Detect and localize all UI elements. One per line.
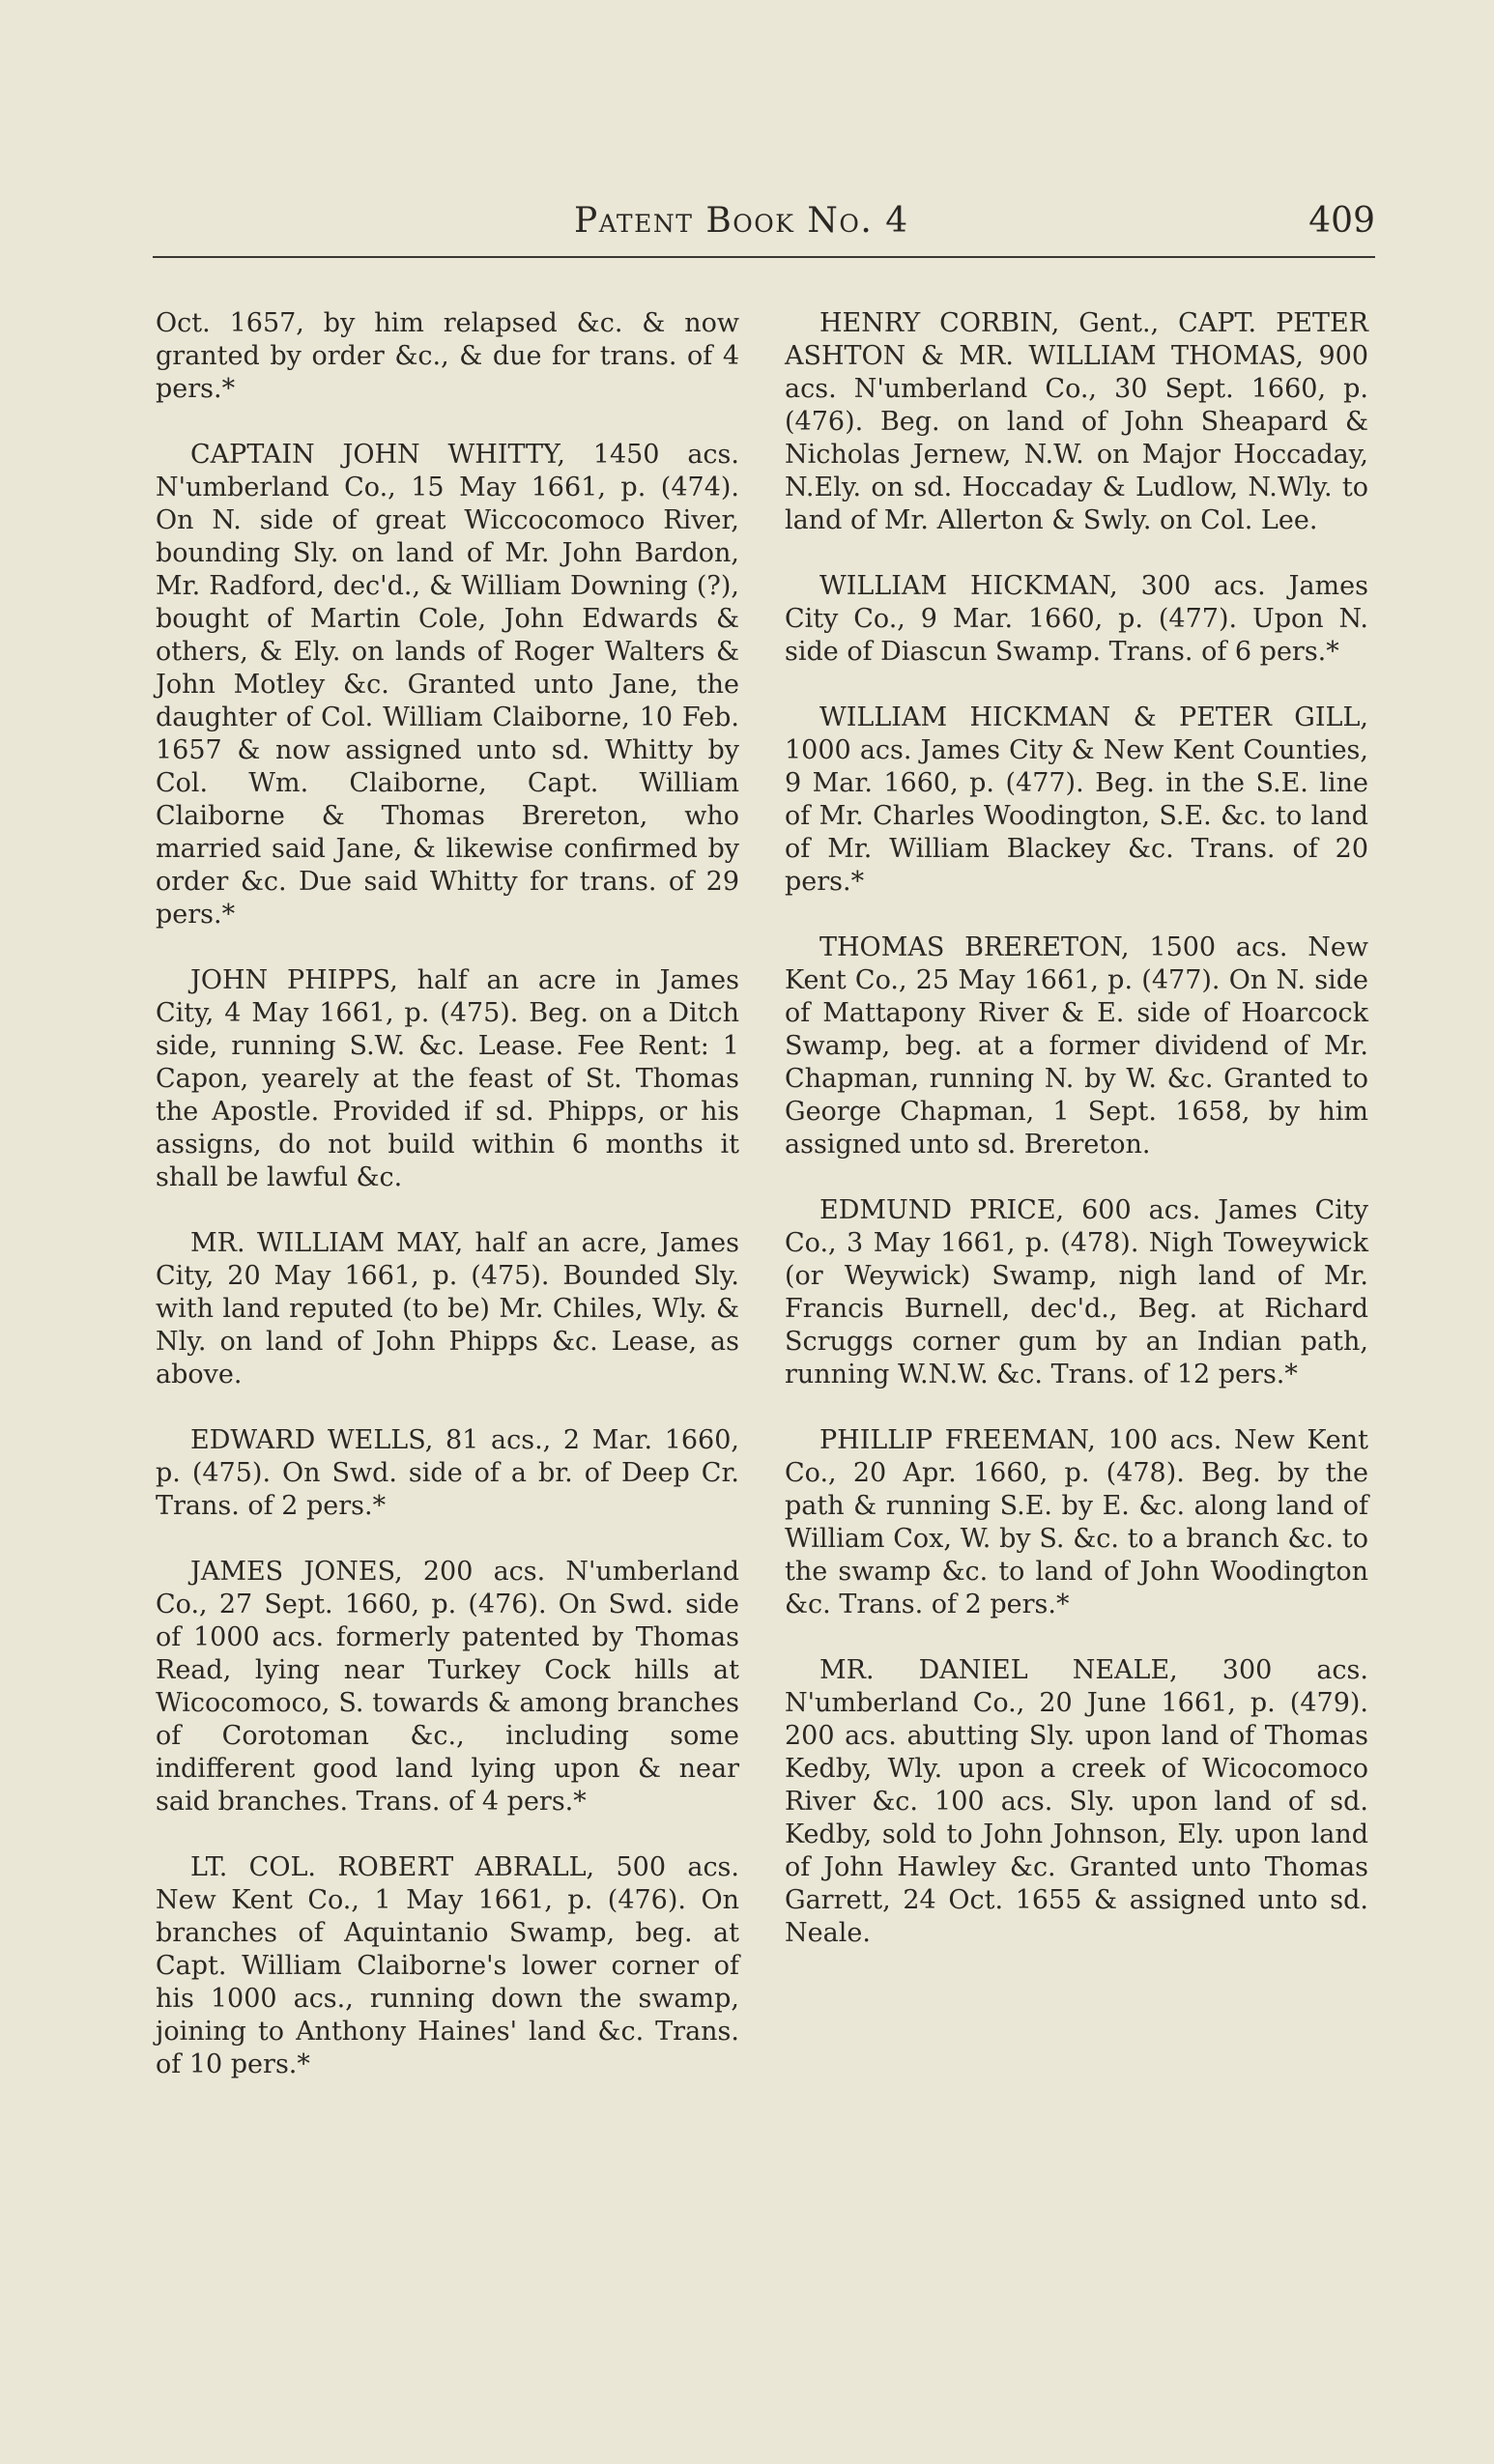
patent-entry: EDWARD WELLS, 81 acs., 2 Mar. 1660, p. (475). On Swd. side of a br. of Deep Cr. Trans. of 2 pers.* bbox=[156, 1425, 739, 1521]
patent-entry: CAPTAIN JOHN WHITTY, 1450 acs. N'umberland Co., 15 May 1661, p. (474). On N. side of great Wiccocomoco River, bounding Sly. on land of Mr. John Bardon, Mr. Radford, dec'd., & William Downing (?), bought of Martin Cole, John Edwards & others, & Ely. on lands of Roger Walters & John Motley &c. Granted unto Jane, the daughter of Col. William Claiborne, 10 Feb. 1657 & now assigned unto sd. Whitty by Col. Wm. Claiborne, Capt. William Claiborne & Thomas Brereton, who married said Jane, & likewise confirmed by order &c. Due said Whitty for trans. of 29 pers.* bbox=[156, 440, 739, 930]
patent-entry: WILLIAM HICKMAN, 300 acs. James City Co., 9 Mar. 1660, p. (477). Upon N. side of Diascun Swamp. Trans. of 6 pers.* bbox=[785, 571, 1368, 667]
patent-entry: LT. COL. ROBERT ABRALL, 500 acs. New Kent Co., 1 May 1661, p. (476). On branches of Aquintanio Swamp, beg. at Capt. William Claiborne's lower corner of his 1000 acs., running down the swamp, joining to Anthony Haines' land &c. Trans. of 10 pers.* bbox=[156, 1852, 739, 2079]
left-column bbox=[156, 307, 739, 2114]
patent-entry: MR. DANIEL NEALE, 300 acs. N'umberland Co., 20 June 1661, p. (479). 200 acs. abutting Sly. upon land of Thomas Kedby, Wly. upon a creek of Wicocomoco River &c. 100 acs. Sly. upon land of sd. Kedby, sold to John Johnson, Ely. upon land of John Hawley &c. Granted unto Thomas Garrett, 24 Oct. 1655 & assigned unto sd. Neale. bbox=[785, 1655, 1368, 1948]
patent-entry: PHILLIP FREEMAN, 100 acs. New Kent Co., 20 Apr. 1660, p. (478). Beg. by the path & running S.E. by E. &c. along land of William Cox, W. by S. &c. to a branch &c. to the swamp &c. to land of John Woodington &c. Trans. of 2 pers.* bbox=[785, 1425, 1368, 1619]
patent-entry: Oct. 1657, by him relapsed &c. & now granted by order &c., & due for trans. of 4 pers.* bbox=[156, 308, 739, 404]
book-title: Patent Book No. 4 bbox=[574, 201, 909, 241]
patent-entry: HENRY CORBIN, Gent., CAPT. PETER ASHTON & MR. WILLIAM THOMAS, 900 acs. N'umberland Co., 30 Sept. 1660, p. (476). Beg. on land of John Sheapard & Nicholas Jernew, N.W. on Major Hoccaday, N.Ely. on sd. Hoccaday & Ludlow, N.Wly. to land of Mr. Allerton & Swly. on Col. Lee. bbox=[785, 308, 1368, 535]
patent-entry: JAMES JONES, 200 acs. N'umberland Co., 27 Sept. 1660, p. (476). On Swd. side of 1000 acs. formerly patented by Thomas Read, lying near Turkey Cock hills at Wicocomoco, S. towards & among branches of Corotoman &c., including some indifferent good land lying upon & near said branches. Trans. of 4 pers.* bbox=[156, 1557, 739, 1817]
header-rule bbox=[153, 256, 1375, 258]
patent-entry: EDMUND PRICE, 600 acs. James City Co., 3 May 1661, p. (478). Nigh Toweywick (or Weywick) Swamp, nigh land of Mr. Francis Burnell, dec'd., Beg. at Richard Scruggs corner gum by an Indian path, running W.N.W. &c. Trans. of 12 pers.* bbox=[785, 1195, 1368, 1390]
patent-entry: THOMAS BRERETON, 1500 acs. New Kent Co., 25 May 1661, p. (477). On N. side of Mattapony River & E. side of Hoarcock Swamp, beg. at a former dividend of Mr. Chapman, running N. by W. &c. Granted to George Chapman, 1 Sept. 1658, by him assigned unto sd. Brereton. bbox=[785, 932, 1368, 1160]
running-header bbox=[153, 201, 1375, 249]
patent-entry: JOHN PHIPPS, half an acre in James City, 4 May 1661, p. (475). Beg. on a Ditch side, running S.W. &c. Lease. Fee Rent: 1 Capon, yearely at the feast of St. Thomas the Apostle. Provided if sd. Phipps, or his assigns, do not build within 6 months it shall be lawful &c. bbox=[156, 965, 739, 1192]
patent-entry: WILLIAM HICKMAN & PETER GILL, 1000 acs. James City & New Kent Counties, 9 Mar. 1660, p. (477). Beg. in the S.E. line of Mr. Charles Woodington, S.E. &c. to land of Mr. William Blackey &c. Trans. of 20 pers.* bbox=[785, 702, 1368, 897]
right-column bbox=[785, 307, 1368, 1983]
patent-entry: MR. WILLIAM MAY, half an acre, James City, 20 May 1661, p. (475). Bounded Sly. with land reputed (to be) Mr. Chiles, Wly. & Nly. on land of John Phipps &c. Lease, as above. bbox=[156, 1228, 739, 1390]
page-number: 409 bbox=[1308, 201, 1375, 241]
